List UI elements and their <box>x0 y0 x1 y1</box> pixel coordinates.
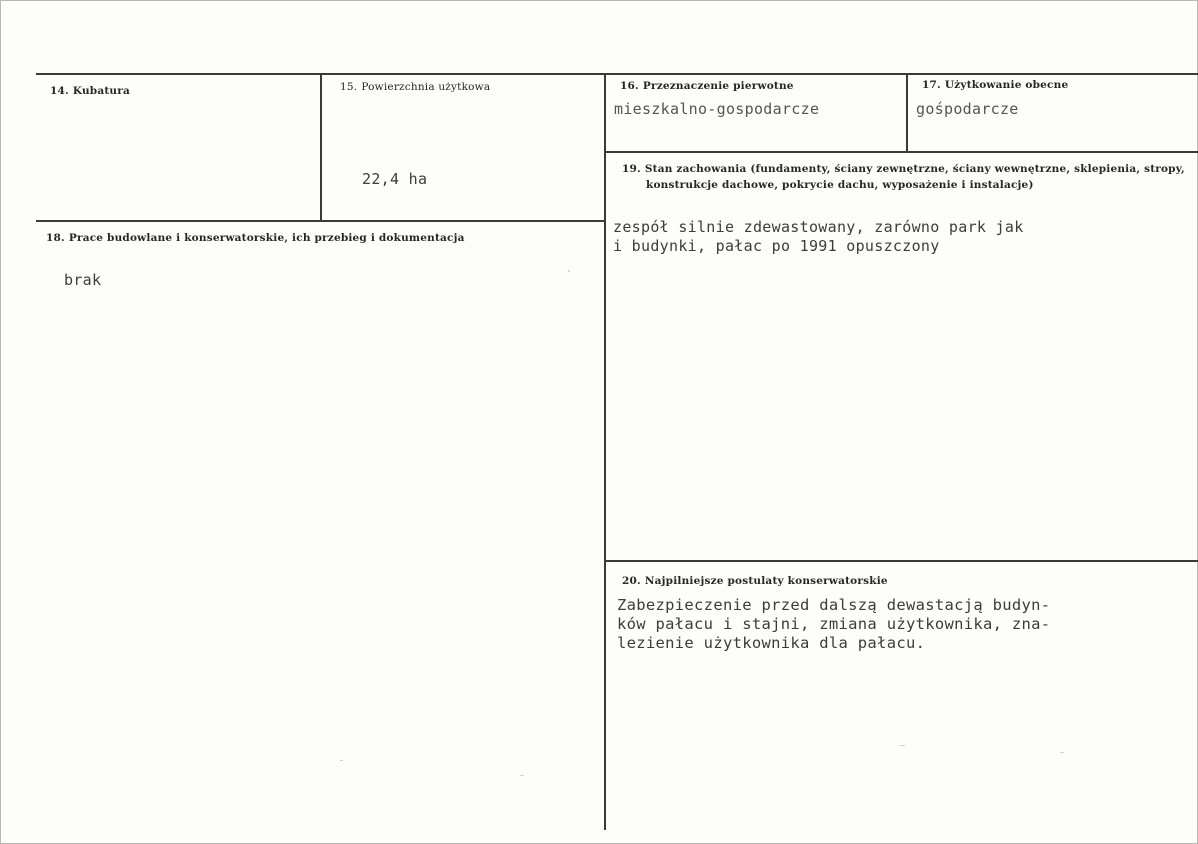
field-20-number: 20. <box>622 575 641 587</box>
divider-16-17 <box>906 73 908 153</box>
field-16-number: 16. <box>620 80 639 92</box>
field-20-value-line1: Zabezpieczenie przed dalszą dewastacją budyn- <box>617 596 1051 614</box>
paper-speck <box>900 745 905 746</box>
field-20-label <box>622 574 888 589</box>
field-20-value-line3: lezienie użytkownika dla pałacu. <box>617 634 926 652</box>
field-18-number: 18. <box>46 232 65 244</box>
field-19-value-line1: zespół silnie zdewastowany, zarówno park jak <box>613 218 1024 236</box>
field-19-label-line1 <box>622 162 1185 177</box>
field-20-value-line2: ków pałacu i stajni, zmiana użytkownika, zna- <box>617 615 1051 633</box>
field-19-title: Stan zachowania (fundamenty, ściany zewnętrzne, ściany wewnętrzne, sklepienia, stropy, <box>644 163 1185 175</box>
paper-speck <box>520 775 524 776</box>
field-16-title: Przeznaczenie pierwotne <box>642 80 794 92</box>
divider-14-15 <box>320 73 322 222</box>
field-14-number: 14. <box>50 85 69 97</box>
field-15-value: 22,4 ha <box>362 170 428 188</box>
field-15-label <box>340 80 490 95</box>
field-18-title: Prace budowlane i konserwatorskie, ich przebieg i dokumentacja <box>68 232 465 244</box>
paper-speck <box>568 270 570 272</box>
field-18-label <box>46 231 465 246</box>
main-vertical-divider <box>604 73 606 830</box>
field-14-title: Kubatura <box>72 85 130 97</box>
field-17-value: gośpodarcze <box>916 100 1019 118</box>
field-16-value: mieszkalno-gospodarcze <box>614 100 820 118</box>
field-15-number: 15. <box>340 81 358 93</box>
field-19-value-line2: i budynki, pałac po 1991 opuszczony <box>613 237 940 255</box>
field-14-label <box>50 84 130 99</box>
field-19-number: 19. <box>622 163 641 175</box>
paper-speck <box>1060 752 1064 753</box>
field-17-number: 17. <box>922 79 941 91</box>
rule-right-lower <box>606 560 1198 562</box>
field-20-title: Najpilniejsze postulaty konserwatorskie <box>644 575 888 587</box>
rule-right-upper <box>606 151 1198 153</box>
field-17-label <box>922 78 1068 93</box>
field-18-value: brak <box>64 271 102 289</box>
field-19-label-line2: konstrukcje dachowe, pokrycie dachu, wyposażenie i instalacje) <box>646 179 1034 191</box>
field-15-title: Powierzchnia użytkowa <box>361 81 491 93</box>
paper-speck <box>340 760 343 761</box>
field-16-label <box>620 79 794 94</box>
field-17-title: Użytkowanie obecne <box>944 79 1069 91</box>
top-rule <box>36 73 1198 75</box>
